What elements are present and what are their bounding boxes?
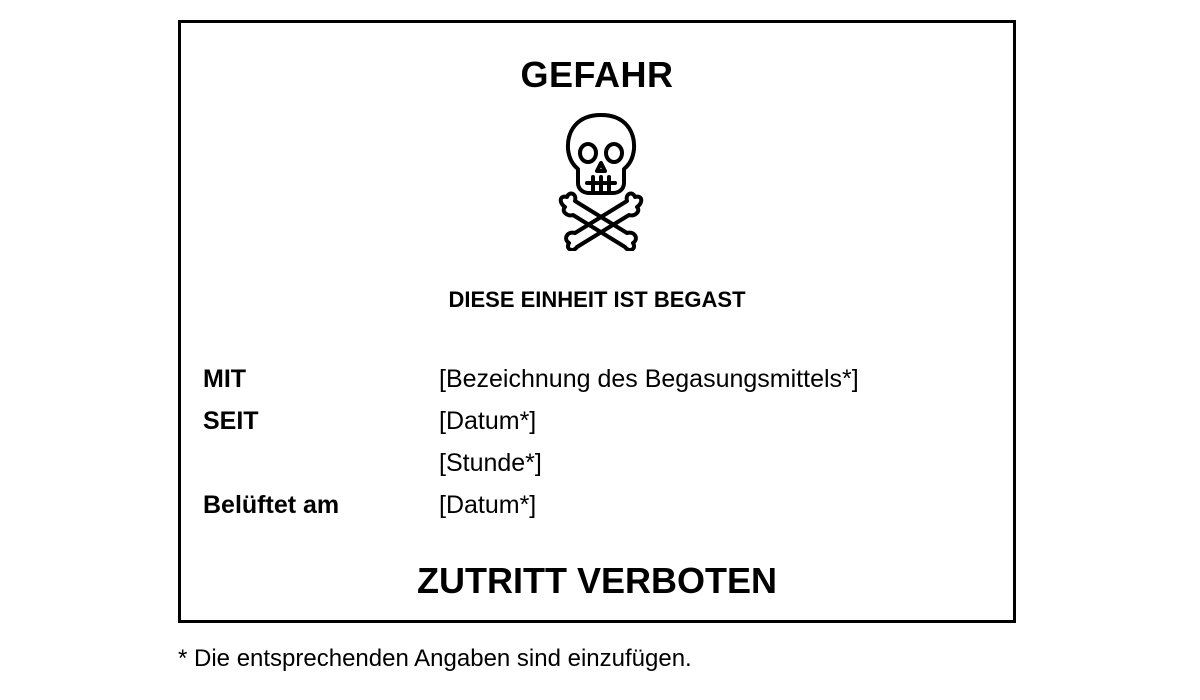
field-value: [Datum*]	[439, 491, 537, 519]
field-label: Belüftet am	[203, 491, 340, 519]
sign-footer-title: ZUTRITT VERBOTEN	[417, 560, 777, 601]
field-row-since-hour	[181, 443, 1013, 483]
field-row-since-date	[181, 401, 1013, 441]
fumigation-warning-sign	[178, 20, 1016, 623]
field-value: [Stunde*]	[439, 449, 542, 477]
sign-subtitle: DIESE EINHEIT IST BEGAST	[448, 287, 746, 312]
field-value: [Datum*]	[439, 407, 537, 435]
sign-title: GEFAHR	[520, 54, 674, 95]
footnote: * Die entsprechenden Angaben sind einzufügen.	[178, 645, 692, 672]
field-value: [Bezeichnung des Begasungsmittels*]	[439, 365, 859, 393]
field-row-fumigant	[181, 359, 1013, 399]
skull-and-crossbones-icon	[553, 111, 649, 251]
field-label: SEIT	[203, 407, 259, 435]
field-label: MIT	[203, 365, 247, 393]
field-row-ventilated	[181, 485, 1013, 525]
